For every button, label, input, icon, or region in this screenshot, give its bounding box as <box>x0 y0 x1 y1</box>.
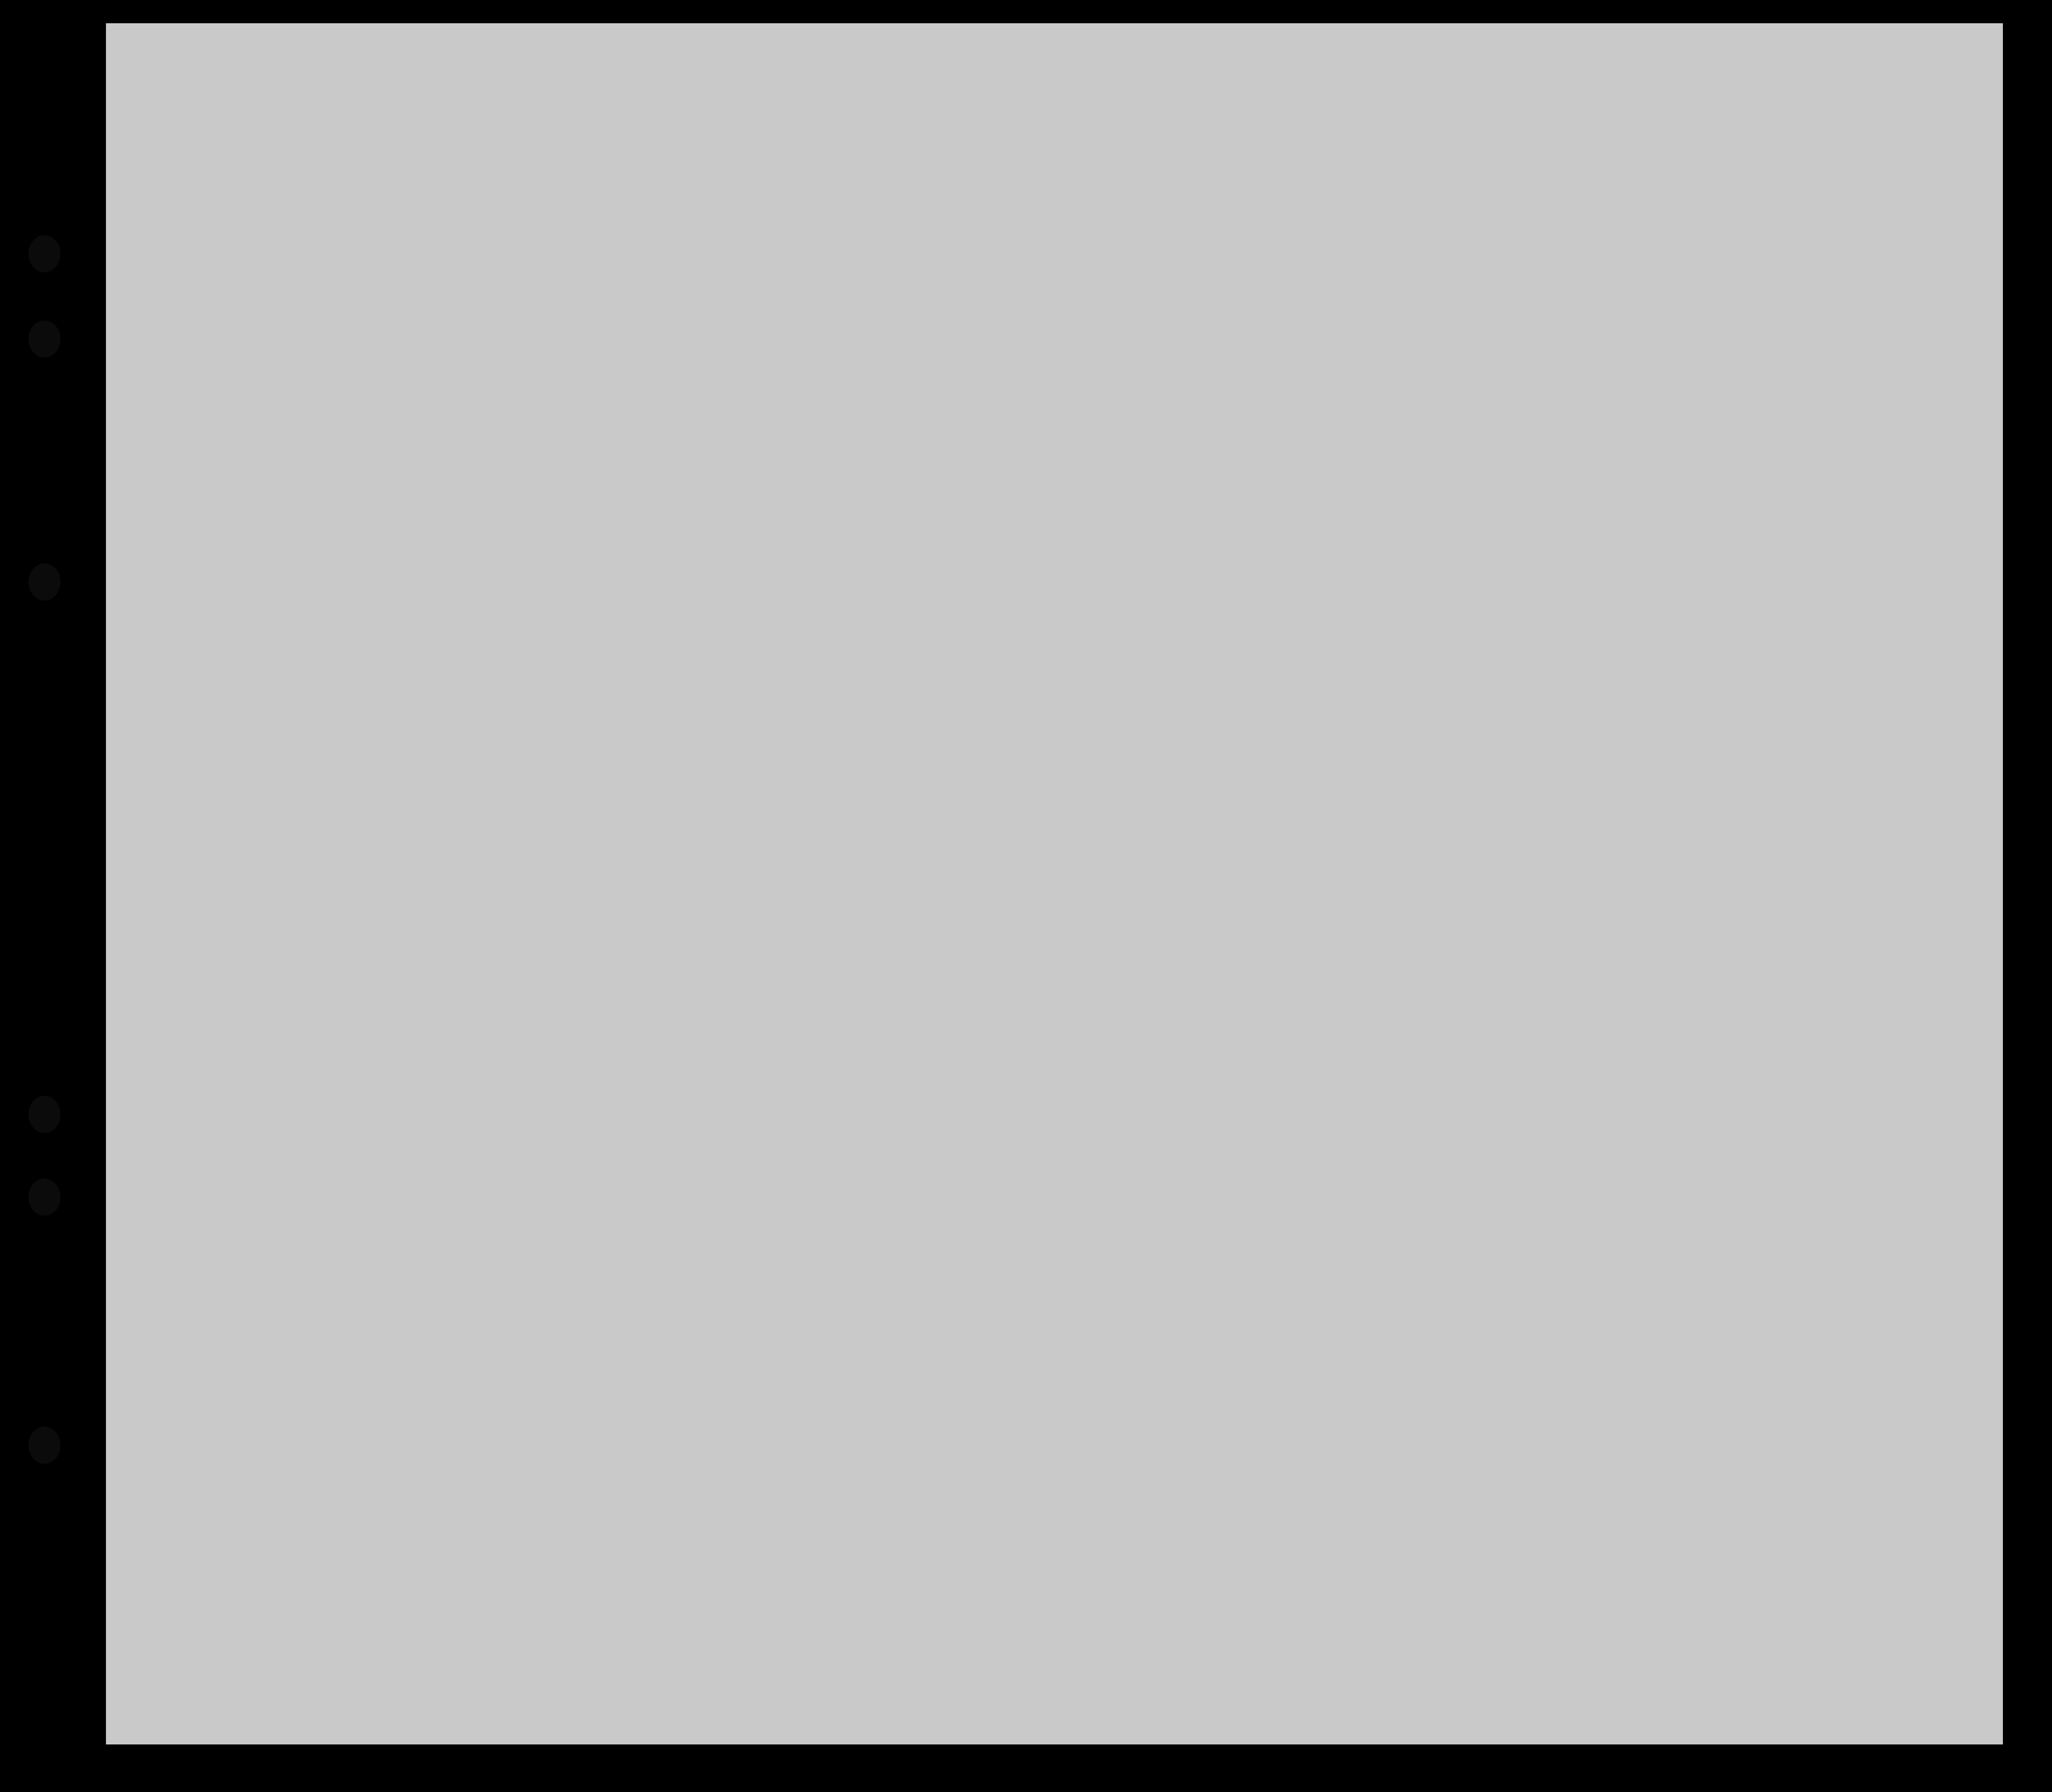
manifest-sheet <box>106 23 2003 1744</box>
binder-hole <box>28 320 60 358</box>
binder-hole <box>28 563 60 601</box>
binder-hole <box>28 235 60 272</box>
table-grid <box>106 23 2003 1744</box>
binder-hole <box>28 1096 60 1133</box>
binder-hole <box>28 1178 60 1216</box>
binder-hole <box>28 1427 60 1464</box>
